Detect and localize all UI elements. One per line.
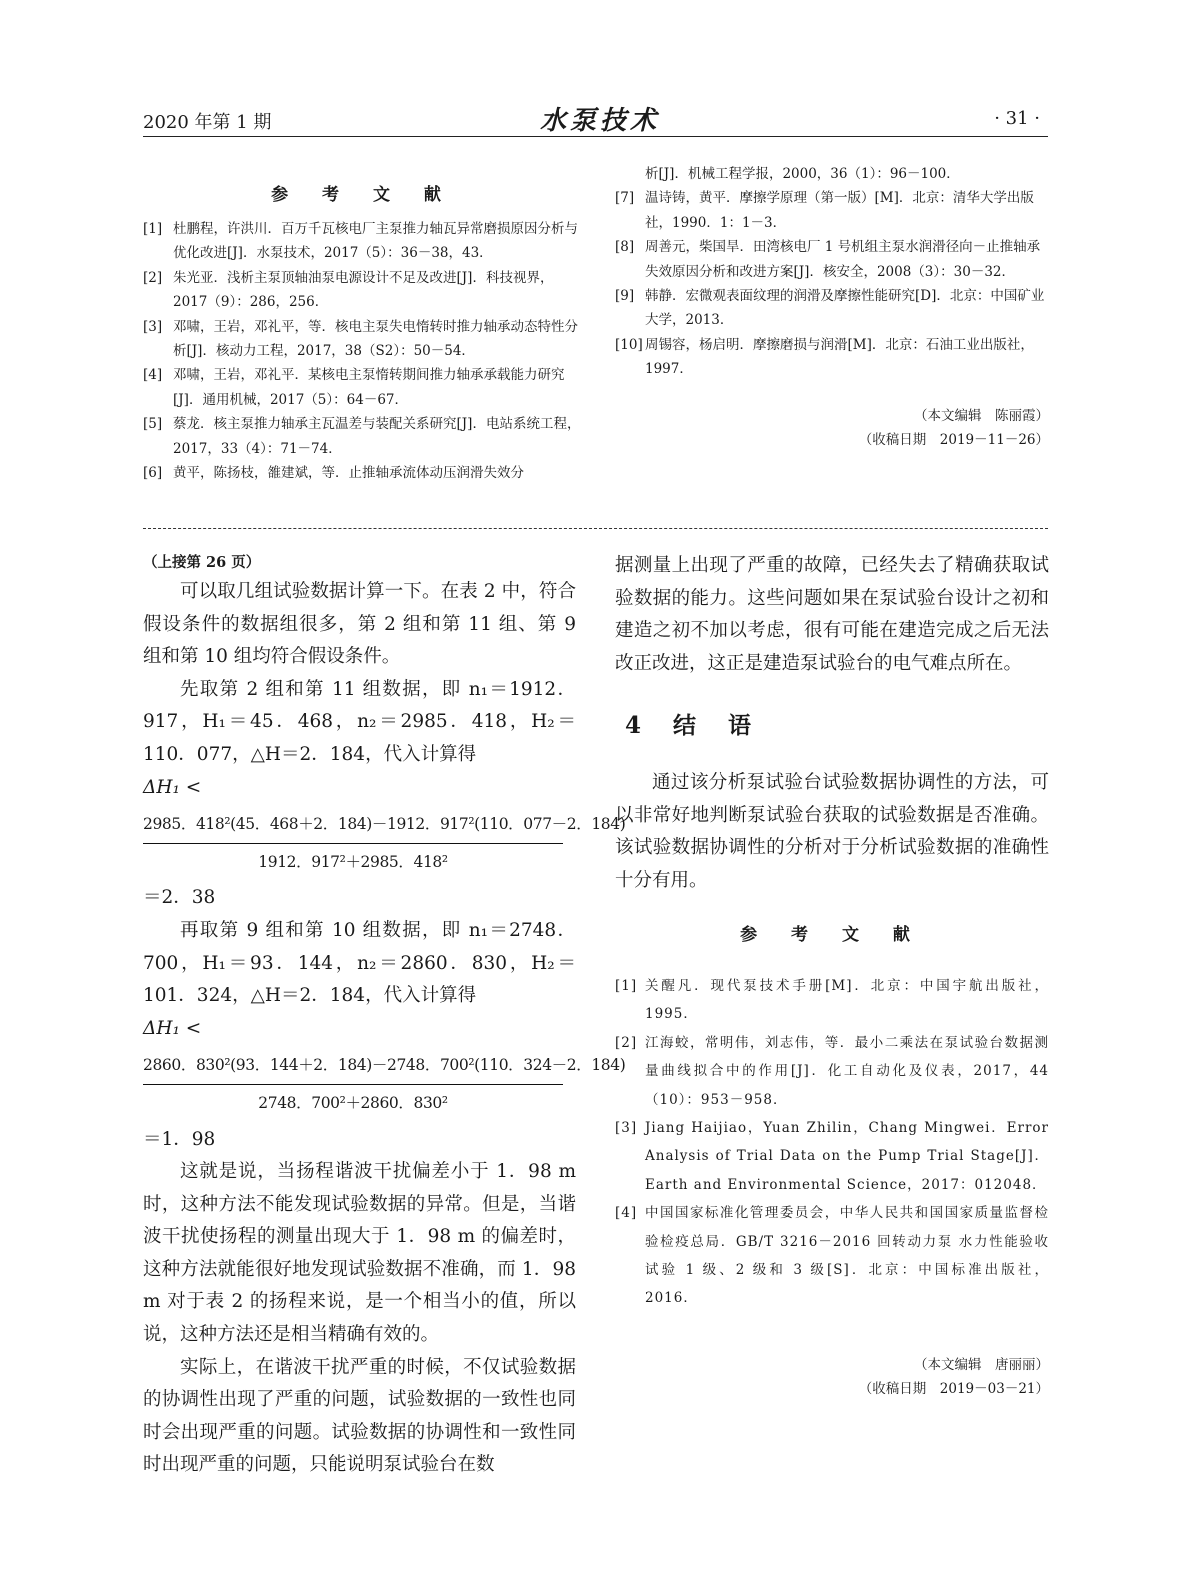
formula-result: ＝1．98 bbox=[143, 1128, 216, 1150]
section-title: 4 结 语 bbox=[625, 712, 764, 740]
paragraph: 据测量上出现了严重的故障，已经失去了精确获取试验数据的能力。这些问题如果在泵试验台设计之初和建造之初不加以考虑，很有可能在建造完成之后无法改正改进，这正是建造泵试验台的电气难点所在。 bbox=[615, 555, 1049, 674]
fraction-numerator: 2860．830²(93．144＋2．184)－2748．700²(110．324－2．184) bbox=[143, 1049, 563, 1085]
paragraph: 这就是说，当扬程谐波干扰偏差小于 1．98 m 时，这种方法不能发现试验数据的异常。但是，当谐波干扰使扬程的测量出现大于 1．98 m 的偏差时，这种方法就能很好地发现试验数据不准确，而 1．98 m 对于表 2 的扬程来说，是一个相当小的值，所以说，这种方法还是相当精确有效的。 bbox=[143, 1161, 576, 1346]
inequality-label: ΔH₁ < bbox=[143, 776, 202, 798]
article-right-column bbox=[615, 550, 1049, 1401]
fraction-denominator: 2748．700²＋2860．830² bbox=[258, 1093, 448, 1112]
ref-item: [6] 黄平，陈扬枝，雒建斌，等．止推轴承流体动压润滑失效分 bbox=[143, 465, 524, 482]
ref-item: [3] 邓啸，王岩，邓礼平，等．核电主泵失电惰转时推力轴承动态特性分析[J]．核动力工程，2017，38（S2）：50－54． bbox=[143, 318, 578, 360]
top-refs-left bbox=[143, 180, 583, 485]
refs-title: 参 考 文 献 bbox=[740, 925, 924, 946]
issue-label: 2020 年第 1 期 bbox=[143, 112, 272, 133]
paragraph: 实际上，在谐波干扰严重的时候，不仅试验数据的协调性出现了严重的问题，试验数据的一致性也同时会出现严重的问题。试验数据的协调性和一致性同时出现严重的问题，只能说明泵试验台在数 bbox=[143, 1356, 576, 1476]
ref-item: [1] 关醒凡．现代泵技术手册[M]．北京：中国宇航出版社，1995． bbox=[615, 977, 1049, 1023]
received-date: （收稿日期 2019－11－26） bbox=[858, 431, 1049, 448]
top-refs-right bbox=[615, 162, 1049, 452]
formula-result: ＝2．38 bbox=[143, 887, 216, 909]
inequality-label: ΔH₁ < bbox=[143, 1017, 202, 1039]
ref-item: [5] 蔡龙．核主泵推力轴承主瓦温差与装配关系研究[J]．电站系统工程，2017，33（4）：71－74． bbox=[143, 416, 581, 457]
ref-item: [2] 朱光亚．浅析主泵顶轴油泵电源设计不足及改进[J]．科技视界，2017（9）：286，256． bbox=[143, 269, 554, 311]
editor-note: （本文编辑 陈丽霞） bbox=[914, 407, 1049, 424]
article-separator bbox=[143, 528, 1048, 529]
paragraph: 先取第 2 组和第 11 组数据，即 n₁＝1912．917，H₁＝45．468，n₂＝2985．418，H₂＝110．077，△H＝2．184，代入计算得 bbox=[143, 678, 576, 765]
ref-item: [9] 韩静．宏微观表面纹理的润滑及摩擦性能研究[D]．北京：中国矿业大学，2013． bbox=[615, 288, 1045, 329]
formula-fraction bbox=[143, 808, 626, 878]
top-refs-title: 参 考 文 献 bbox=[271, 185, 455, 205]
received-date: （收稿日期 2019－03－21） bbox=[858, 1380, 1049, 1397]
ref-item: [2] 江海蛟，常明伟，刘志伟，等．最小二乘法在泵试验台数据测量曲线拟合中的作用[J]．化工自动化及仪表，2017，44（10）：953－958． bbox=[615, 1034, 1049, 1108]
fraction-numerator: 2985．418²(45．468＋2．184)－1912．917²(110．077－2．184) bbox=[143, 808, 563, 844]
formula-fraction bbox=[143, 1049, 626, 1119]
page-number: · 31 · bbox=[994, 108, 1040, 129]
journal-title: 水泵技术 bbox=[539, 106, 660, 136]
header-rule bbox=[143, 136, 1048, 137]
ref-continuation: 析[J]．机械工程学报，2000，36（1）：96－100． bbox=[645, 166, 960, 182]
paragraph: 再取第 9 组和第 10 组数据，即 n₁＝2748．700，H₁＝93．144，n₂＝2860．830，H₂＝101．324，△H＝2．184，代入计算得 bbox=[143, 919, 576, 1007]
paragraph: 通过该分析泵试验台试验数据协调性的方法，可以非常好地判断泵试验台获取的试验数据是否准确。该试验数据协调性的分析对于分析试验数据的准确性十分有用。 bbox=[615, 771, 1049, 891]
ref-item: [8] 周善元，柴国旱．田湾核电厂 1 号机组主泵水润滑径向－止推轴承失效原因分析和改进方案[J]．核安全，2008（3）：30－32． bbox=[615, 239, 1041, 280]
ref-item: [1] 杜鹏程，许洪川．百万千瓦核电厂主泵推力轴瓦异常磨损原因分析与优化改进[J]．水泵技术，2017（5）：36－38，43． bbox=[143, 221, 578, 262]
editor-note: （本文编辑 唐丽丽） bbox=[914, 1356, 1049, 1373]
ref-item: [4] 中国国家标准化管理委员会，中华人民共和国国家质量监督检验检疫总局．GB/T 3216－2016 回转动力泵 水力性能验收试验 1 级、2 级和 3 级[S]．北京：中国标准出版社，2016． bbox=[615, 1205, 1049, 1307]
ref-item: [10] 周锡容，杨启明．摩擦磨损与润滑[M]．北京：石油工业出版社，1997． bbox=[615, 336, 1034, 378]
fraction-denominator: 1912．917²＋2985．418² bbox=[258, 852, 448, 871]
article-left-column bbox=[143, 550, 626, 1482]
continued-label: （上接第 26 页） bbox=[143, 554, 261, 571]
ref-item: [4] 邓啸，王岩，邓礼平．某核电主泵惰转期间推力轴承承载能力研究[J]．通用机械，2017（5）：64－67． bbox=[143, 367, 565, 408]
paragraph: 可以取几组试验数据计算一下。在表 2 中，符合假设条件的数据组很多，第 2 组和第 11 组、第 9 组和第 10 组均符合假设条件。 bbox=[143, 581, 576, 668]
ref-item: [3] Jiang Haijiao，Yuan Zhilin，Chang Mingwei．Error Analysis of Trial Data on the Pump Trial Stage[J]．Earth and Environmental Science，2017：012048． bbox=[615, 1119, 1049, 1193]
ref-item: [7] 温诗铸，黄平．摩擦学原理（第一版）[M]．北京：清华大学出版社，1990．1：1－3． bbox=[615, 190, 1034, 231]
